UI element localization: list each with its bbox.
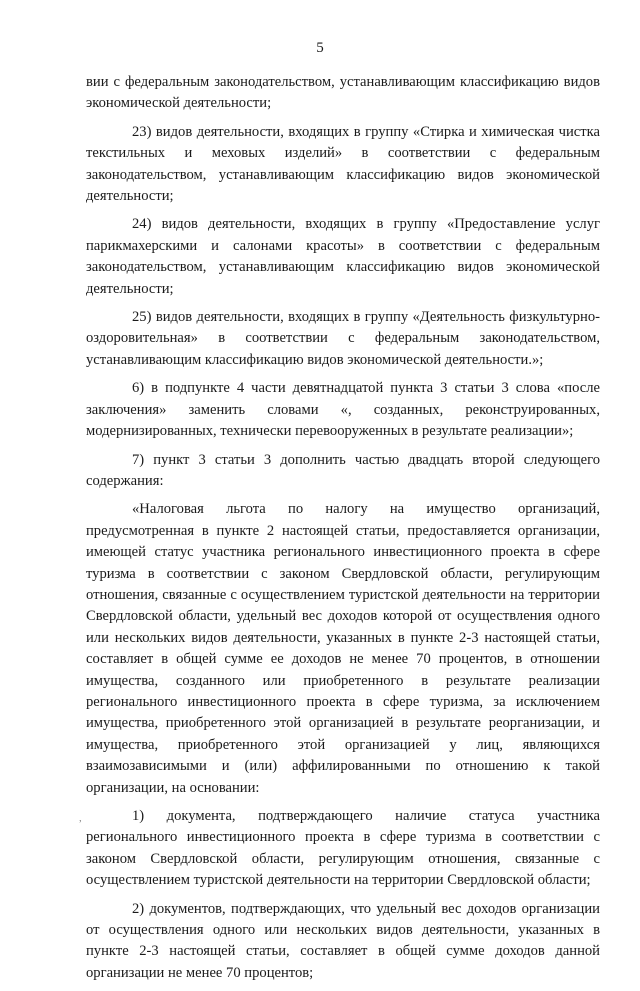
paragraph-continuation: вии с федеральным законодательством, устанавливающим классификацию видов экономической деятельности; xyxy=(86,74,600,112)
paragraph-amendment-7: 7) пункт 3 статьи 3 дополнить частью двадцать второй следующего содержания: xyxy=(86,451,600,489)
paragraph-basis-1: 1) документа, подтверждающего наличие статуса участника регионального инвестиционного проекта в сфере туризма в соответствии с законом Свердловской области, регулирующим отношения, связанные с осуществлением туристской деятельности на территории Свердловской области; xyxy=(86,808,600,889)
paragraph-item-23: 23) видов деятельности, входящих в группу «Стирка и химическая чистка текстильных и меховых изделий» в соответствии с федеральным законодательством, устанавливающим классификацию видов экономической деятельности; xyxy=(86,123,600,205)
page-number: 5 xyxy=(316,40,324,56)
margin-mark: , xyxy=(79,812,82,824)
paragraph-basis-2: 2) документов, подтверждающих, что удельный вес доходов организации от осуществления одного или нескольких видов деятельности, указанных в пункте 2-3 настоящей статьи, составляет в общей сумме доходов данной организации не менее 70 процентов; xyxy=(86,900,600,981)
document-body xyxy=(86,72,600,991)
paragraph-amendment-6: 6) в подпункте 4 части девятнадцатой пункта 3 статьи 3 слова «после заключения» заменить словами «, созданных, реконструированных, модернизированных, технически перевооруженных в результате реализации»; xyxy=(86,380,600,440)
paragraph-tax-benefit: «Налоговая льгота по налогу на имущество организаций, предусмотренная в пункте 2 настоящей статьи, предоставляется организации, имеющей статус участника регионального инвестиционного проекта в сфере туризма в соответствии с законом Свердловской области, регулирующим отношения, связанные с осуществлением туристской деятельности на территории Свердловской области, удельный вес доходов которой от осуществления одного или нескольких видов деятельности, указанных в пункте 2-3 настоящей статьи, составляет в общей сумме ее доходов не менее 70 процентов, в отношении имущества, созданного или приобретенного в результате реализации регионального инвестиционного проекта в сфере туризма, за исключением имущества, приобретенного этой организацией в результате реорганизации, и имущества, приобретенного этой организацией у лиц, являющихся взаимозависимыми и (или) аффилированными по отношению к такой организации, на основании: xyxy=(86,501,600,796)
paragraph-item-24: 24) видов деятельности, входящих в группу «Предоставление услуг парикмахерскими и салонами красоты» в соответствии с федеральным законодательством, устанавливающим классификацию видов экономической деятельности; xyxy=(86,216,600,297)
paragraph-item-25: 25) видов деятельности, входящих в группу «Деятельность физкультурно-оздоровительная» в соответствии с федеральным законодательством, устанавливающим классификацию видов экономической деятельности.»; xyxy=(86,309,600,368)
